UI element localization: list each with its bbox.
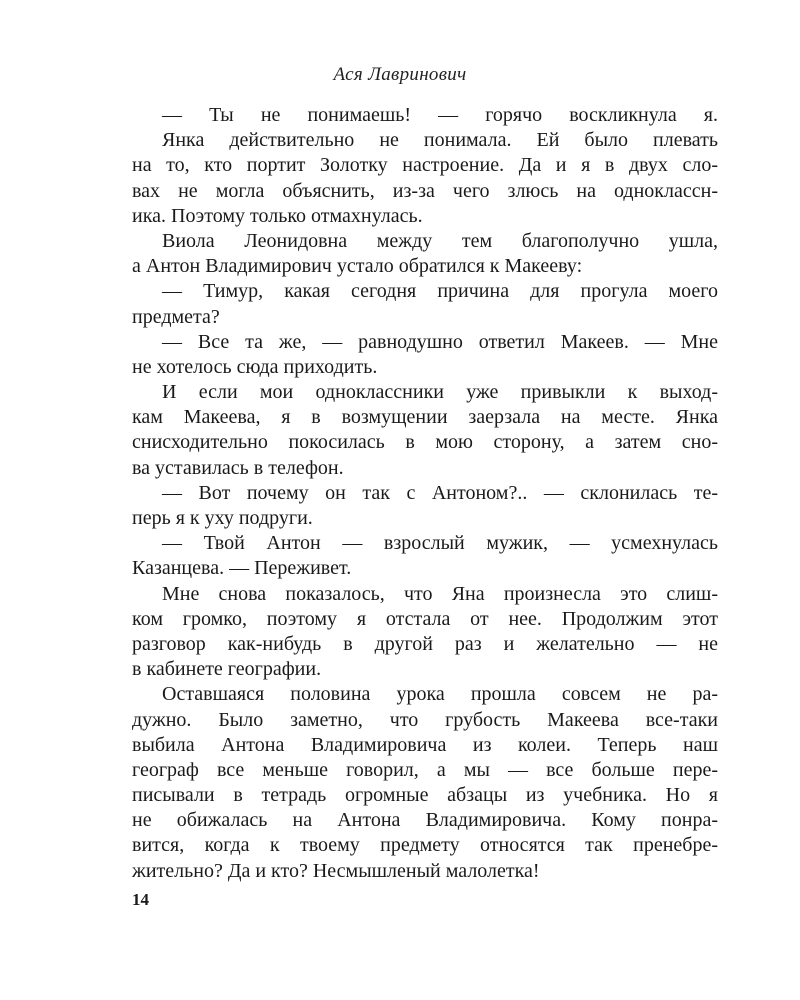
text-line: выбила Антона Владимировича из колеи. Теперь наш — [132, 733, 718, 756]
text-line: Виола Леонидовна между тем благополучно ушла, — [162, 229, 718, 252]
text-line: не обижалась на Антона Владимировича. Кому понра- — [132, 809, 718, 832]
text-line: жительно? Да и кто? Несмышленый малолетка! — [132, 859, 540, 882]
text-line: ва уставилась в телефон. — [132, 456, 344, 479]
text-line: Оставшаяся половина урока прошла совсем не ра- — [162, 683, 718, 706]
text-line: — Ты не понимаешь! — горячо воскликнула я. — [162, 104, 718, 126]
text-line: ком громко, поэтому я отстала от нее. Продолжим этот — [132, 607, 718, 630]
text-line: Казанцева. — Переживет. — [132, 557, 352, 580]
text-line: — Вот почему он так с Антоном?.. — склонилась те- — [162, 481, 718, 504]
text-line: Янка действительно не понимала. Ей было плевать — [162, 129, 718, 152]
text-line: писывали в тетрадь огромные абзацы из учебника. Но я — [132, 784, 718, 807]
text-line: дужно. Было заметно, что грубость Макеева все-таки — [132, 708, 718, 731]
text-line: не хотелось сюда приходить. — [132, 355, 378, 378]
text-line: кам Макеева, я в возмущении заерзала на месте. Янка — [132, 406, 718, 429]
text-line: И если мои одноклассники уже привыкли к выход- — [162, 381, 718, 404]
text-line: снисходительно покосилась в мою сторону, а затем сно- — [132, 431, 718, 454]
page-number: 14 — [132, 890, 149, 909]
text-line: Мне снова показалось, что Яна произнесла это слиш- — [162, 582, 718, 605]
text-line: — Тимур, какая сегодня причина для прогула моего — [162, 280, 718, 303]
body-text — [132, 103, 718, 884]
text-line: — Все та же, — равнодушно ответил Макеев. — Мне — [162, 330, 718, 353]
text-line: географ все меньше говорил, а мы — все больше пере- — [132, 758, 718, 781]
text-line: ика. Поэтому только отмахнулась. — [132, 204, 423, 227]
text-line: на то, кто портит Золотку настроение. Да и я в двух сло- — [132, 154, 718, 177]
text-line: а Антон Владимирович устало обратился к Макееву: — [132, 255, 583, 278]
text-line: перь я к уху подруги. — [132, 507, 313, 529]
text-line: разговор как-нибудь в другой раз и желательно — не — [132, 632, 718, 655]
text-line: вах не могла объяснить, из-за чего злюсь на одноклассн- — [132, 179, 718, 202]
running-head-author: Ася Лавринович — [333, 64, 467, 85]
text-line: в кабинете географии. — [132, 658, 322, 681]
text-line: предмета? — [132, 305, 220, 328]
text-line: вится, когда к твоему предмету относятся так пренебре- — [132, 834, 718, 857]
text-line: — Твой Антон — взрослый мужик, — усмехнулась — [162, 532, 718, 555]
